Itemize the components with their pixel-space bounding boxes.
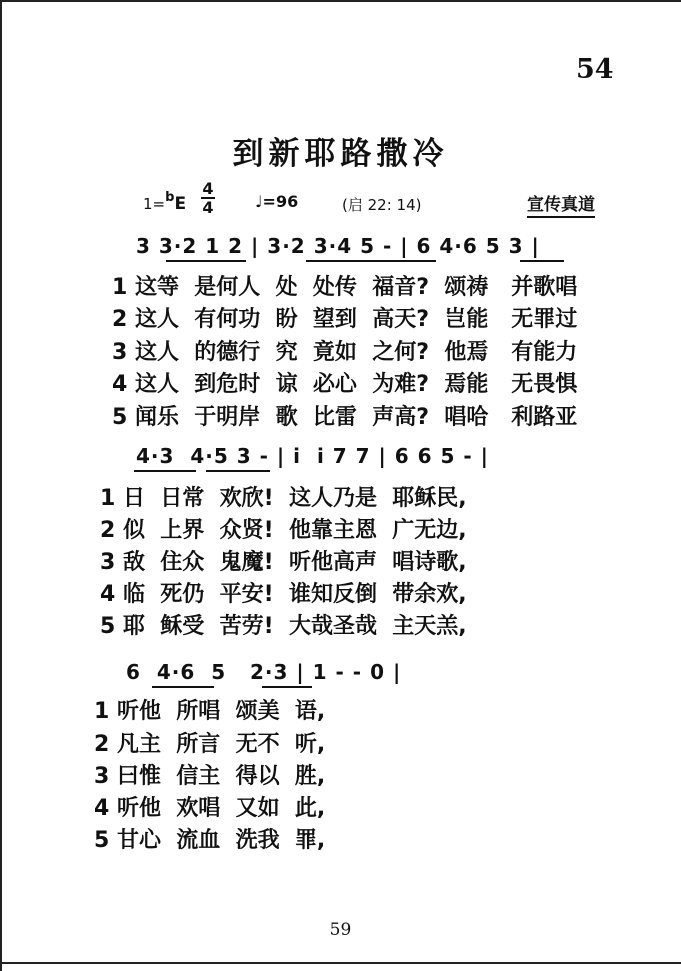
lyric-line: 1 听他 所唱 颂美 语, xyxy=(94,699,326,724)
key-letter: E xyxy=(174,194,187,214)
lyric-line: 2 这人 有何功 盼 望到 高天? 岂能 无罪过 xyxy=(112,307,578,332)
lyric-line: 1 这等 是何人 处 处传 福音? 颂祷 并歌唱 xyxy=(112,275,578,300)
hymn-title: 到新耶路撒冷 xyxy=(232,136,449,172)
scripture-reference: (启 22: 14) xyxy=(342,196,422,214)
key-prefix: 1= xyxy=(143,195,166,213)
lyric-line: 3 曰惟 信主 得以 胜, xyxy=(94,764,326,789)
notation-line-1: 3 3·2 1 2 | 3·2 3·4 5 - | 6 4·6 5 3 | xyxy=(136,234,540,258)
page-number: 59 xyxy=(329,920,352,940)
beam-underline xyxy=(306,260,436,262)
lyric-line: 5 甘心 流血 洗我 罪, xyxy=(94,828,326,853)
beam-underline xyxy=(262,686,312,688)
beam-underline xyxy=(166,260,246,262)
time-top: 4 xyxy=(202,179,214,198)
lyric-line: 5 耶 稣受 苦劳! 大哉圣哉 主天羔, xyxy=(100,614,467,639)
beam-underline xyxy=(206,470,270,472)
attribution-label: 宣传真道 xyxy=(527,190,595,218)
lyric-line: 4 这人 到危时 谅 必心 为难? 焉能 无畏惧 xyxy=(112,372,578,397)
time-bottom: 4 xyxy=(202,198,214,217)
lyric-line: 1 日 日常 欢欣! 这人乃是 耶稣民, xyxy=(100,486,467,511)
lyric-line: 4 临 死仍 平安! 谁知反倒 带余欢, xyxy=(100,582,467,607)
beam-underline xyxy=(520,260,564,262)
lyric-line: 2 似 上界 众贤! 他靠主恩 广无边, xyxy=(100,518,467,543)
key-signature xyxy=(143,190,187,214)
lyric-line: 5 闻乐 于明岸 歌 比雷 声高? 唱哈 利路亚 xyxy=(112,405,578,430)
flat-sign: b xyxy=(165,190,175,205)
tempo-marking: ♩=96 xyxy=(255,192,299,211)
lyric-line: 4 听他 欢唱 又如 此, xyxy=(94,796,326,821)
bottom-rule xyxy=(0,962,681,964)
beam-underline xyxy=(134,470,196,472)
lyric-line: 3 敌 住众 鬼魔! 听他高声 唱诗歌, xyxy=(100,550,467,575)
hymn-number: 54 xyxy=(576,54,614,85)
time-signature xyxy=(200,180,216,216)
notation-line-2: 4·3 4·5 3 - | i i 7 7 | 6 6 5 - | xyxy=(136,444,489,468)
beam-underline xyxy=(152,686,214,688)
lyric-line: 2 凡主 所言 无不 听, xyxy=(94,732,326,757)
lyric-line: 3 这人 的德行 究 竟如 之何? 他焉 有能力 xyxy=(112,340,578,365)
notation-line-3: 6 4·6 5 2·3 | 1 - - 0 | xyxy=(126,660,402,684)
